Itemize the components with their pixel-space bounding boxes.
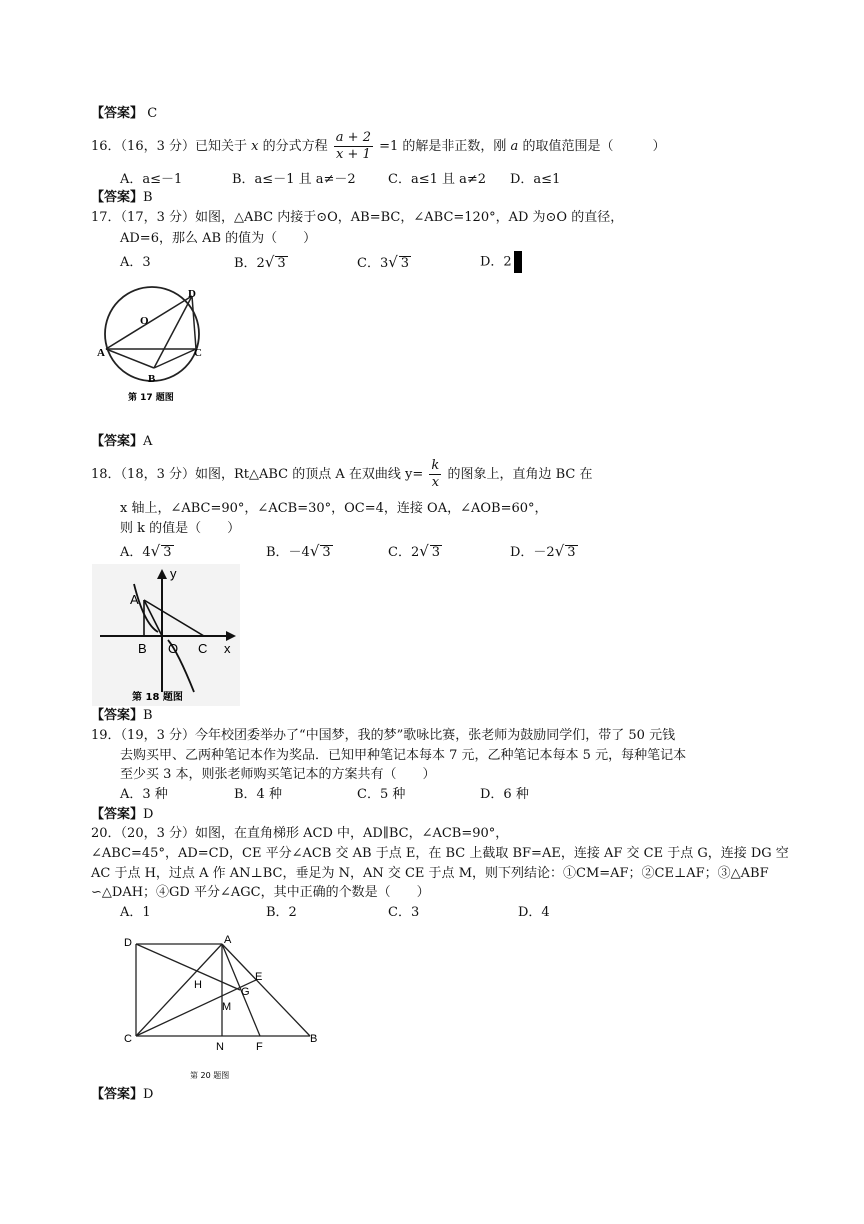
- label-h: H: [194, 979, 202, 991]
- figure-q18: [92, 564, 240, 706]
- segment-db: [154, 296, 192, 368]
- redaction-block: [514, 251, 522, 273]
- label-a: A: [224, 934, 232, 946]
- q16-option-b: B．a≤－1 且 a≠－2: [232, 172, 356, 187]
- q19-option-d: D．6 种: [480, 787, 529, 802]
- q20-line4: ∽△DAH；④GD 平分∠AGC，其中正确的个数是（ ）: [91, 885, 430, 900]
- segment-dc: [192, 296, 196, 349]
- q20-option-d: D．4: [518, 905, 550, 920]
- label-g: G: [241, 986, 250, 998]
- q19-option-a: A．3 种: [120, 787, 168, 802]
- answer-value: D: [143, 807, 154, 822]
- q20-option-a: A．1: [120, 905, 151, 920]
- question-16: 16．（16，3 分）已知关于 x 的分式方程 $\frac{a + 2}{x + 1}$ =1 的解是非正数，刚 a 的取值范围是（ ）: [91, 130, 666, 162]
- q20-option-b: B．2: [266, 905, 297, 920]
- q19-option-c: C．5 种: [357, 787, 406, 802]
- q16-option-d: D．a≤1: [510, 172, 561, 187]
- figure-q20: [118, 932, 328, 1084]
- answer-line-q15: 【答案】 C: [91, 106, 158, 121]
- fraction: $\frac{a + 2}{x + 1}$: [335, 130, 371, 162]
- label-c: C: [194, 347, 202, 359]
- q18-option-a: A．4√ 3: [120, 542, 172, 560]
- answer-value: B: [143, 708, 153, 723]
- q19-line3: 至少买 3 本，则张老师购买笔记本的方案共有（ ）: [120, 767, 436, 782]
- q20-line3: AC 于点 H，过点 A 作 AN⊥BC，垂足为 N，AN 交 CE 于点 M，则下列结论：①CM=AF；②CE⊥AF；③△ABF: [91, 866, 769, 881]
- answer-value: A: [143, 434, 153, 449]
- answer-value: B: [143, 190, 153, 205]
- answer-line-q19: 【答案】D: [91, 807, 154, 822]
- answer-line-q18: 【答案】B: [91, 708, 153, 723]
- answer-line-q20: 【答案】D: [91, 1087, 154, 1102]
- q18-line2: x 轴上，∠ABC=90°，∠ACB=30°，OC=4，连接 OA，∠AOB=60°，: [120, 501, 548, 516]
- figure-q17: [92, 276, 222, 410]
- q17-option-a: A．3: [120, 255, 151, 270]
- label-d: D: [124, 937, 132, 949]
- label-o: O: [140, 315, 149, 327]
- label-f: F: [256, 1041, 263, 1053]
- q18-option-b: B．－4√ 3: [266, 542, 331, 560]
- q17-line1: 17．（17，3 分）如图，△ABC 内接于⊙O，AB=BC，∠ABC=120°，AD 为⊙O 的直径，: [91, 210, 624, 225]
- label-a: A: [130, 592, 139, 607]
- label-m: M: [222, 1001, 232, 1013]
- label-a: A: [97, 347, 105, 359]
- answer-value: D: [143, 1087, 154, 1102]
- q17-option-c: C．3√ 3: [357, 253, 410, 271]
- diameter-ad: [106, 296, 192, 349]
- answer-line-q17: 【答案】A: [91, 434, 153, 449]
- segment-ac: [136, 944, 222, 1036]
- label-x: x: [224, 641, 231, 656]
- q19-line2: 去购买甲、乙两种笔记本作为奖品．已知甲种笔记本每本 7 元，乙种笔记本每本 5 元，每种笔记本: [120, 748, 687, 763]
- q16-option-a: A．a≤－1: [120, 172, 183, 187]
- label-y: y: [170, 566, 177, 581]
- segment-bc: [154, 349, 196, 368]
- caption-q17: 第 17 题图: [128, 393, 174, 403]
- label-b: B: [138, 641, 147, 656]
- answer-line-q16: 【答案】B: [91, 190, 153, 205]
- q17-option-d: D．2: [480, 251, 522, 273]
- label-b: B: [310, 1033, 318, 1045]
- q18-option-c: C．2√ 3: [388, 542, 441, 560]
- q17-option-b: B．2√ 3: [234, 253, 286, 271]
- label-d: D: [188, 288, 196, 300]
- caption-q18: 第 18 题图: [132, 692, 183, 703]
- q18-line3: 则 k 的值是（ ）: [120, 521, 241, 536]
- answer-value: C: [147, 106, 158, 121]
- label-c: C: [124, 1033, 132, 1045]
- q17-line2: AD=6，那么 AB 的值为（ ）: [120, 231, 317, 246]
- q19-option-b: B．4 种: [234, 787, 282, 802]
- label-o: O: [168, 641, 179, 656]
- caption-q20: 第 20 题图: [190, 1071, 230, 1080]
- q20-option-c: C．3: [388, 905, 420, 920]
- q18-line1: 18．（18，3 分）如图，Rt△ABC 的顶点 A 在双曲线 y= $\frac{k}{x}$ 的图象上，直角边 BC 在: [91, 458, 593, 490]
- q16-option-c: C．a≤1 且 a≠2: [388, 172, 487, 187]
- segment-ab: [106, 349, 154, 368]
- label-n: N: [216, 1041, 224, 1053]
- q18-option-d: D．－2√ 3: [510, 542, 576, 560]
- q20-line2: ∠ABC=45°，AD=CD，CE 平分∠ACB 交 AB 于点 E，在 BC 上截取 BF=AE，连接 AF 交 CE 于点 G，连接 DG 空: [91, 846, 789, 861]
- fraction: $\frac{k}{x}$: [431, 458, 440, 490]
- label-b: B: [148, 373, 156, 385]
- q19-line1: 19．（19，3 分）今年校团委举办了“中国梦，我的梦”歌咏比赛，张老师为鼓励同学们，带了 50 元钱: [91, 728, 676, 743]
- q20-line1: 20．（20，3 分）如图，在直角梯形 ACD 中，AD∥BC，∠ACB=90°，: [91, 826, 509, 841]
- label-e: E: [255, 971, 263, 983]
- label-c: C: [198, 641, 208, 656]
